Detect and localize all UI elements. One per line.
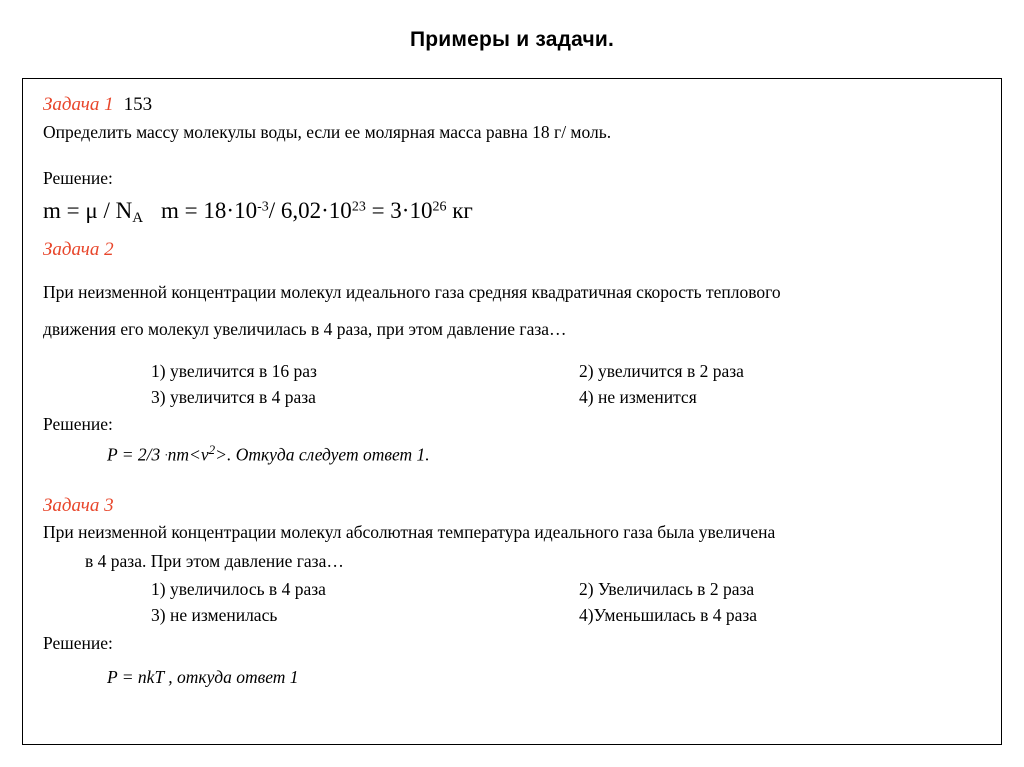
solution-part-b: nm<v	[167, 444, 209, 465]
option-2[interactable]: 2) Увеличилась в 2 раза	[579, 579, 755, 599]
option-1[interactable]: 1) увеличится в 16 раз	[151, 360, 317, 381]
solution-part-c: >. Откуда следует ответ 1.	[215, 444, 430, 465]
task-1-heading-label: Задача 1	[43, 94, 114, 115]
task-1-statement: Определить массу молекулы воды, если ее молярная масса равна 18 г/ моль.	[43, 121, 612, 142]
task-2-solution-math	[43, 441, 981, 468]
option-2[interactable]: 2) увеличится в 2 раза	[579, 360, 744, 381]
solution-part-a: P = 2/3	[107, 444, 161, 465]
formula-sup-1: -3	[257, 198, 269, 214]
option-row	[43, 384, 981, 410]
option-row	[43, 576, 981, 602]
formula-sup-3: 26	[432, 198, 447, 214]
formula-part-4: = 3·10	[365, 197, 433, 223]
task-2-heading: Задача 2	[43, 238, 114, 260]
task-block-1	[43, 93, 981, 228]
task-3-statement-line-1: При неизменной концентрации молекул абсолютная температура идеального газа была увеличена	[43, 522, 776, 543]
option-3[interactable]: 3) увеличится в 4 раза	[151, 387, 316, 407]
option-row	[43, 602, 981, 628]
option-4[interactable]: 4) не изменится	[579, 387, 697, 407]
solution-sup: 2	[208, 441, 216, 457]
spacer	[43, 228, 981, 238]
task-3-options	[43, 576, 981, 629]
task-block-3	[43, 494, 981, 691]
formula-part-2: m = 18·10	[161, 197, 258, 223]
task-1-formula	[43, 196, 981, 228]
task-2-statement-line-1: При неизменной концентрации молекул идеального газа средняя квадратичная скорость теплового	[43, 281, 781, 302]
task-2-solution-label: Решение:	[43, 414, 113, 435]
option-3[interactable]: 3) не изменилась	[151, 605, 278, 626]
task-2-options	[43, 358, 981, 411]
formula-part-5: кг	[446, 197, 473, 223]
formula-part-3: / 6,02·10	[268, 197, 352, 223]
spacer	[43, 656, 981, 662]
task-1-heading	[43, 93, 981, 117]
formula-sup-2: 23	[351, 198, 366, 214]
task-block-2	[43, 238, 981, 468]
spacer	[43, 346, 981, 356]
dot-operator: ·	[164, 447, 168, 462]
spacer	[43, 262, 981, 272]
task-2-statement-line-2: движения его молекул увеличилась в 4 раза, при этом давление газа…	[43, 318, 567, 339]
task-1-number: 153	[123, 94, 153, 115]
content-frame	[22, 78, 1002, 745]
formula-sub-1: A	[132, 209, 144, 226]
option-1[interactable]: 1) увеличилось в 4 раза	[151, 579, 326, 599]
task-3-heading: Задача 3	[43, 494, 114, 516]
task-3-solution-label: Решение:	[43, 632, 113, 653]
task-1-solution-label: Решение:	[43, 168, 113, 189]
spacer	[43, 145, 981, 163]
option-row	[43, 358, 981, 384]
formula-part-1: m = μ / N	[43, 197, 133, 223]
page-title: Примеры и задачи.	[409, 28, 615, 51]
option-4[interactable]: 4)Уменьшилась в 4 раза	[579, 605, 758, 626]
task-3-solution-math: P = nkT , откуда ответ 1	[107, 666, 299, 687]
task-3-statement-line-2: в 4 раза. При этом давление газа…	[85, 550, 344, 571]
spacer	[43, 468, 981, 494]
